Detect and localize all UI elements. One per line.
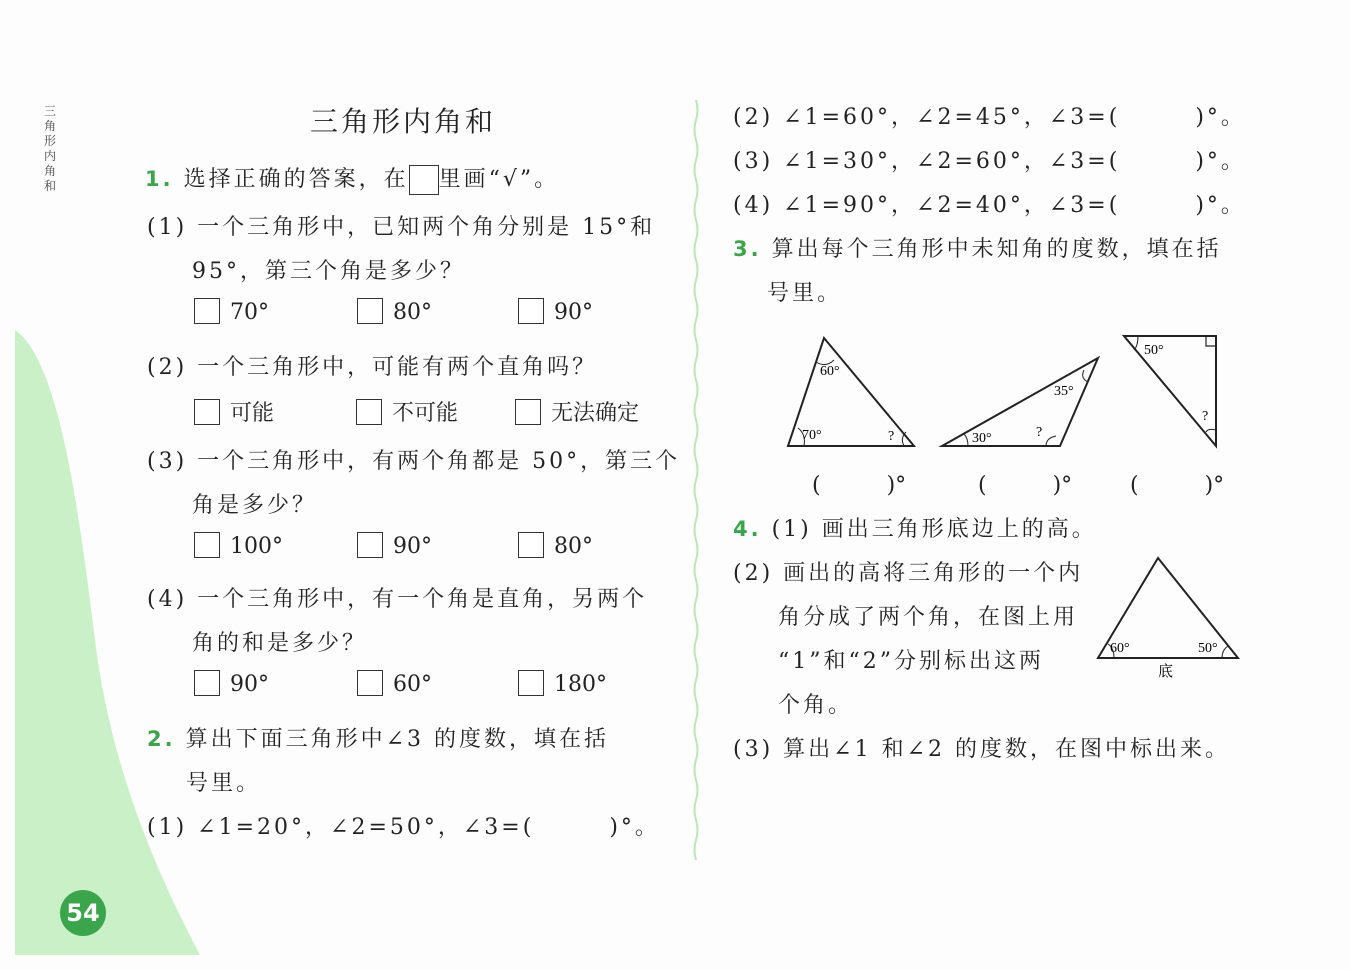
checkbox[interactable]: [515, 399, 541, 425]
q3-triangle-a: [780, 330, 920, 455]
q1-sub1-option-3[interactable]: [518, 300, 593, 326]
q4-sub1: [733, 512, 1097, 543]
tri-c-angle-top: 50°: [1144, 343, 1164, 358]
q1-prompt-b: 里画“√”。: [438, 167, 560, 192]
option-label: 70°: [230, 300, 269, 325]
q4-triangle-base-label: 底: [1158, 664, 1174, 680]
q1-sub3-option-2[interactable]: [357, 534, 432, 560]
q4-triangle-left-angle: 60°: [1110, 641, 1130, 656]
q4-triangle: [1094, 552, 1242, 682]
checkbox[interactable]: [518, 670, 544, 696]
q3-answer-c[interactable]: ( )°: [1130, 473, 1225, 498]
checkbox[interactable]: [518, 532, 544, 558]
q2-number: 2.: [147, 727, 176, 751]
q1-sub2-option-3[interactable]: [515, 396, 639, 427]
q1-sub4-option-3[interactable]: [518, 672, 607, 698]
q4-sub2-line3: “1”和“2”分别标出这两: [778, 649, 1044, 674]
checkbox[interactable]: [194, 670, 220, 696]
tri-b-angle-top: 35°: [1054, 384, 1074, 399]
q1-prompt: [145, 162, 559, 195]
q1-sub3-option-1[interactable]: [194, 534, 283, 560]
side-title: 三角形内角和: [44, 104, 57, 193]
q4-sub1-text: (1) 画出三角形底边上的高。: [771, 517, 1097, 542]
q4-sub3: (3) 算出∠1 和∠2 的度数，在图中标出来。: [733, 737, 1231, 762]
q2-prompt: [147, 722, 609, 753]
tri-a-angle-right: ?: [888, 429, 895, 444]
q1-sub1-line1: (1) 一个三角形中，已知两个角分别是 15°和: [147, 215, 656, 240]
q1-sub4-option-2[interactable]: [357, 672, 432, 698]
q1-sub1-option-2[interactable]: [357, 300, 432, 326]
option-label: 90°: [230, 672, 269, 697]
option-label: 180°: [554, 672, 607, 697]
checkbox[interactable]: [194, 399, 220, 425]
q3-prompt: [733, 232, 1222, 263]
checkbox[interactable]: [356, 399, 382, 425]
q4-sub2-line2: 角分成了两个角，在图上用: [778, 605, 1079, 630]
q2-item-1: (1) ∠1=20°，∠2=50°，∠3=( )°。: [147, 815, 660, 840]
q2-item-4: (4) ∠1=90°，∠2=40°，∠3=( )°。: [733, 193, 1246, 218]
option-label: 可能: [230, 401, 275, 426]
tri-b-angle-right: ?: [1036, 425, 1043, 440]
tri-b-angle-left: 30°: [972, 431, 992, 446]
q1-sub4-line2: 角的和是多少？: [192, 631, 368, 656]
q3-triangle-c: [1120, 332, 1224, 452]
checkbox[interactable]: [357, 532, 383, 558]
checkbox[interactable]: [357, 670, 383, 696]
q1-sub2-line1: (2) 一个三角形中，可能有两个直角吗？: [147, 355, 598, 380]
option-label: 60°: [393, 672, 432, 697]
q1-sub3-line2: 角是多少？: [192, 493, 318, 518]
page-title: 三角形内角和: [310, 105, 497, 138]
option-label: 80°: [393, 300, 432, 325]
q3-line1: 算出每个三角形中未知角的度数，填在括: [771, 237, 1222, 262]
column-divider: [693, 100, 699, 860]
q3-number: 3.: [733, 237, 762, 261]
q1-sub3-line1: (3) 一个三角形中，有两个角都是 50°，第三个: [147, 449, 681, 474]
q1-sub2-option-2[interactable]: [356, 396, 458, 427]
q1-sub3-option-3[interactable]: [518, 534, 593, 560]
option-label: 无法确定: [551, 401, 640, 426]
q4-sub2-line1: (2) 画出的高将三角形的一个内: [733, 561, 1084, 586]
q2-line1: 算出下面三角形中∠3 的度数，填在括: [185, 727, 610, 752]
q1-prompt-a: 选择正确的答案，在: [183, 167, 409, 192]
q4-number: 4.: [733, 517, 762, 541]
checkbox[interactable]: [357, 298, 383, 324]
checkbox[interactable]: [518, 298, 544, 324]
q3-answer-b[interactable]: ( )°: [978, 473, 1073, 498]
q3-answer-a[interactable]: ( )°: [812, 473, 907, 498]
tri-a-angle-top: 60°: [820, 364, 840, 379]
q1-sub1-option-1[interactable]: [194, 300, 269, 326]
option-label: 80°: [554, 534, 593, 559]
page-number: 54: [60, 890, 106, 936]
q1-sub4-option-1[interactable]: [194, 672, 269, 698]
q1-number: 1.: [145, 167, 174, 191]
q1-sample-checkbox: [409, 165, 439, 195]
option-label: 不可能: [392, 401, 459, 426]
checkbox[interactable]: [194, 298, 220, 324]
tri-c-angle-bottom: ?: [1202, 409, 1209, 424]
q4-sub2-line4: 个角。: [778, 693, 854, 718]
q1-sub4-line1: (4) 一个三角形中，有一个角是直角，另两个: [147, 587, 648, 612]
option-label: 90°: [554, 300, 593, 325]
q1-sub1-line2: 95°，第三个角是多少？: [192, 259, 465, 284]
checkbox[interactable]: [194, 532, 220, 558]
q4-triangle-right-angle: 50°: [1198, 641, 1218, 656]
option-label: 100°: [230, 534, 283, 559]
q2-line2: 号里。: [186, 771, 262, 796]
tri-a-angle-left: 70°: [802, 428, 822, 443]
option-label: 90°: [393, 534, 432, 559]
q2-item-2: (2) ∠1=60°，∠2=45°，∠3=( )°。: [733, 105, 1246, 130]
q2-item-3: (3) ∠1=30°，∠2=60°，∠3=( )°。: [733, 149, 1246, 174]
q1-sub2-option-1[interactable]: [194, 396, 274, 427]
q3-line2: 号里。: [767, 281, 843, 306]
q3-triangle-b: [938, 352, 1104, 452]
